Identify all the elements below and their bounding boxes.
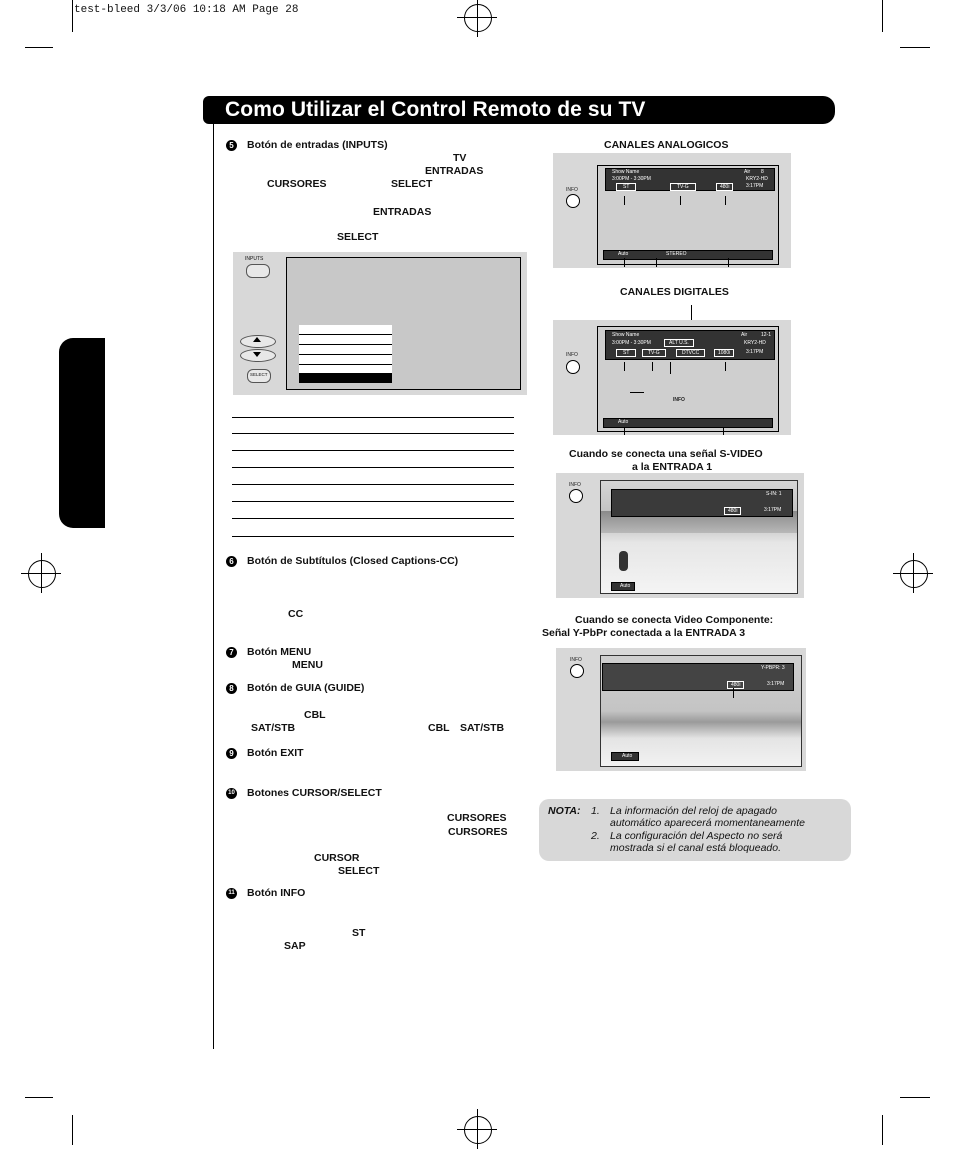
keyword: SAP [284,940,306,952]
callout-arrow [624,196,625,205]
note-label: NOTA: [548,805,581,817]
beach-scene-image [600,655,802,767]
crop-mark [900,47,930,48]
note-text: La información del reloj de apagado [610,805,777,817]
resolution-badge: 1080i [714,349,734,357]
callout-arrow [725,196,726,205]
keyword: SELECT [337,231,379,243]
aspect-status [611,752,639,761]
callout-arrow [733,688,734,698]
info-label: INFO [569,482,581,488]
callout-arrow [670,362,671,374]
aspect-badge: Auto [622,753,633,759]
table-rule [232,518,514,519]
component-caption: Señal Y-PbPr conectada a la ENTRADA 3 [542,627,746,639]
table-rule [232,417,514,418]
callout-arrow [624,362,625,371]
registration-mark [900,560,928,588]
keyword: CBL [304,709,326,721]
note-box [539,799,851,861]
section-heading: Botón MENU [247,646,312,658]
aspect-badge: Auto [618,251,629,257]
keyword: ST [352,927,366,939]
registration-mark [28,560,56,588]
digital-figure [553,320,791,435]
input-name: Y-PBPR: 3 [761,665,785,671]
info-text: INFO [673,397,685,403]
info-label: INFO [570,657,582,663]
note-number: 2. [591,830,600,842]
source: Air [744,169,751,175]
aspect-status [611,582,635,591]
section-heading: Botón de GUIA (GUIDE) [247,682,365,694]
show-name: Show Name [612,169,640,175]
keyword: TV [453,152,467,164]
info-button[interactable] [566,194,580,208]
analog-title: CANALES ANALOGICOS [604,139,729,151]
side-tab [59,338,105,528]
keyword: CBL [428,722,450,734]
time-range: 3:00PM - 3:30PM [612,176,651,182]
section-number: 6 [226,556,237,567]
audio-badge: ST [616,183,636,191]
keyword: SAT/STB [460,722,505,734]
aspect-badge: Auto [620,583,631,589]
section-number: 9 [226,748,237,759]
table-rule [232,467,514,468]
keyword: SELECT [338,865,380,877]
keyword: CURSORES [448,826,508,838]
svideo-figure [556,473,804,598]
section-number: 8 [226,683,237,694]
digital-title: CANALES DIGITALES [620,286,729,298]
inputs-label: INPUTS [245,256,264,262]
svideo-caption: Cuando se conecta una señal S-VIDEO [569,448,763,460]
section-heading: Botón EXIT [247,747,304,759]
channel: 12-1 [761,332,772,338]
info-banner [602,663,794,691]
note-number: 1. [591,805,600,817]
inputs-illustration [233,252,527,395]
note-text: automático aparecerá momentaneamente [610,817,805,829]
keyword: CC [288,608,304,620]
crop-mark [25,1097,53,1098]
keyword: CURSORES [447,812,507,824]
crop-mark [25,47,53,48]
section-number: 5 [226,140,237,151]
keyword: CURSORES [267,178,327,190]
source: Air [741,332,748,338]
clock: 3:17PM [767,681,785,687]
menu-row [299,344,392,345]
section-number: 11 [226,888,237,899]
info-banner [605,168,775,191]
channel: 8 [761,169,764,175]
figure-silhouette [619,551,628,571]
note-text: mostrada si el canal está bloqueado. [610,842,782,854]
callout-arrow [624,258,625,267]
select-label: SELECT [250,372,268,377]
print-slug: test-bleed 3/3/06 10:18 AM Page 28 [74,4,299,16]
stereo-badge: STEREO [666,251,687,257]
registration-mark [464,1116,492,1144]
callout-arrow [680,196,681,205]
clock: 3:17PM [746,349,764,355]
section-heading: Botón de Subtítulos (Closed Captions-CC) [247,555,459,567]
info-button[interactable] [569,489,583,503]
section-heading: Botón de entradas (INPUTS) [247,139,388,151]
note-text: La configuración del Aspecto no será [610,830,783,842]
crop-mark [900,1097,930,1098]
rating-badge: TV-G [670,183,696,191]
section-number: 10 [226,788,237,799]
cc-badge: DTVCC [676,349,705,357]
menu-row [299,354,392,355]
analog-figure [553,153,791,268]
registration-mark [464,4,492,32]
up-arrow-icon [253,337,261,342]
svideo-caption: a la ENTRADA 1 [632,461,713,473]
resolution-badge: 480i [724,507,741,515]
component-figure [556,648,806,771]
keyword: MENU [292,659,323,671]
snow-scene-image [600,480,798,594]
table-rule [232,536,514,537]
clock: 3:17PM [746,183,764,189]
keyword: SELECT [391,178,433,190]
callout-arrow [723,427,724,435]
tv-screen [597,165,779,265]
show-name: Show Name [612,332,640,338]
info-label: INFO [566,187,578,193]
page-title: Como Utilizar el Control Remoto de su TV [225,98,646,121]
status-bar [603,418,773,428]
keyword: SAT/STB [251,722,296,734]
table-rule [232,484,514,485]
keyword: ENTRADAS [373,206,432,218]
station: KRY2-HD [746,176,768,182]
section-heading: Botones CURSOR/SELECT [247,787,382,799]
info-button[interactable] [566,360,580,374]
station: KRY2-HD [744,340,766,346]
table-rule [232,450,514,451]
keyword: ENTRADAS [425,165,484,177]
info-label: INFO [566,352,578,358]
left-arrow-icon [630,392,644,393]
alt-badge: ALT U.S. [664,339,694,347]
callout-arrow [656,258,657,267]
resolution-badge: 480i [727,681,744,689]
down-arrow-icon [253,352,261,357]
crop-mark [72,0,73,32]
table-rule [232,501,514,502]
section-heading: Botón INFO [247,887,306,899]
menu-row [299,334,392,335]
crop-mark [72,1115,73,1145]
info-banner [605,330,775,360]
audio-badge: ST [616,349,636,357]
crop-mark [882,1115,883,1145]
aspect-badge: Auto [618,419,629,425]
clock: 3:17PM [764,507,782,513]
callout-arrow [725,362,726,371]
keyword: CURSOR [314,852,360,864]
callout-arrow [728,258,729,267]
info-banner [611,489,793,517]
rating-badge: TV-G [642,349,666,357]
info-button[interactable] [570,664,584,678]
section-number: 7 [226,647,237,658]
input-name: S-IN: 1 [766,491,782,497]
inputs-menu [299,325,392,383]
table-rule [232,433,514,434]
callout-arrow [624,427,625,435]
tv-screen [597,326,779,432]
inputs-button[interactable] [246,264,270,278]
status-bar [603,250,773,260]
title-banner [203,96,835,124]
callout-arrow [652,362,653,371]
resolution-badge: 480i [716,183,733,191]
crop-mark [882,0,883,32]
time-range: 3:00PM - 3:30PM [612,340,651,346]
column-rule [213,124,214,1049]
component-caption: Cuando se conecta Video Componente: [575,614,774,626]
menu-footer [299,373,392,383]
menu-row [299,364,392,365]
